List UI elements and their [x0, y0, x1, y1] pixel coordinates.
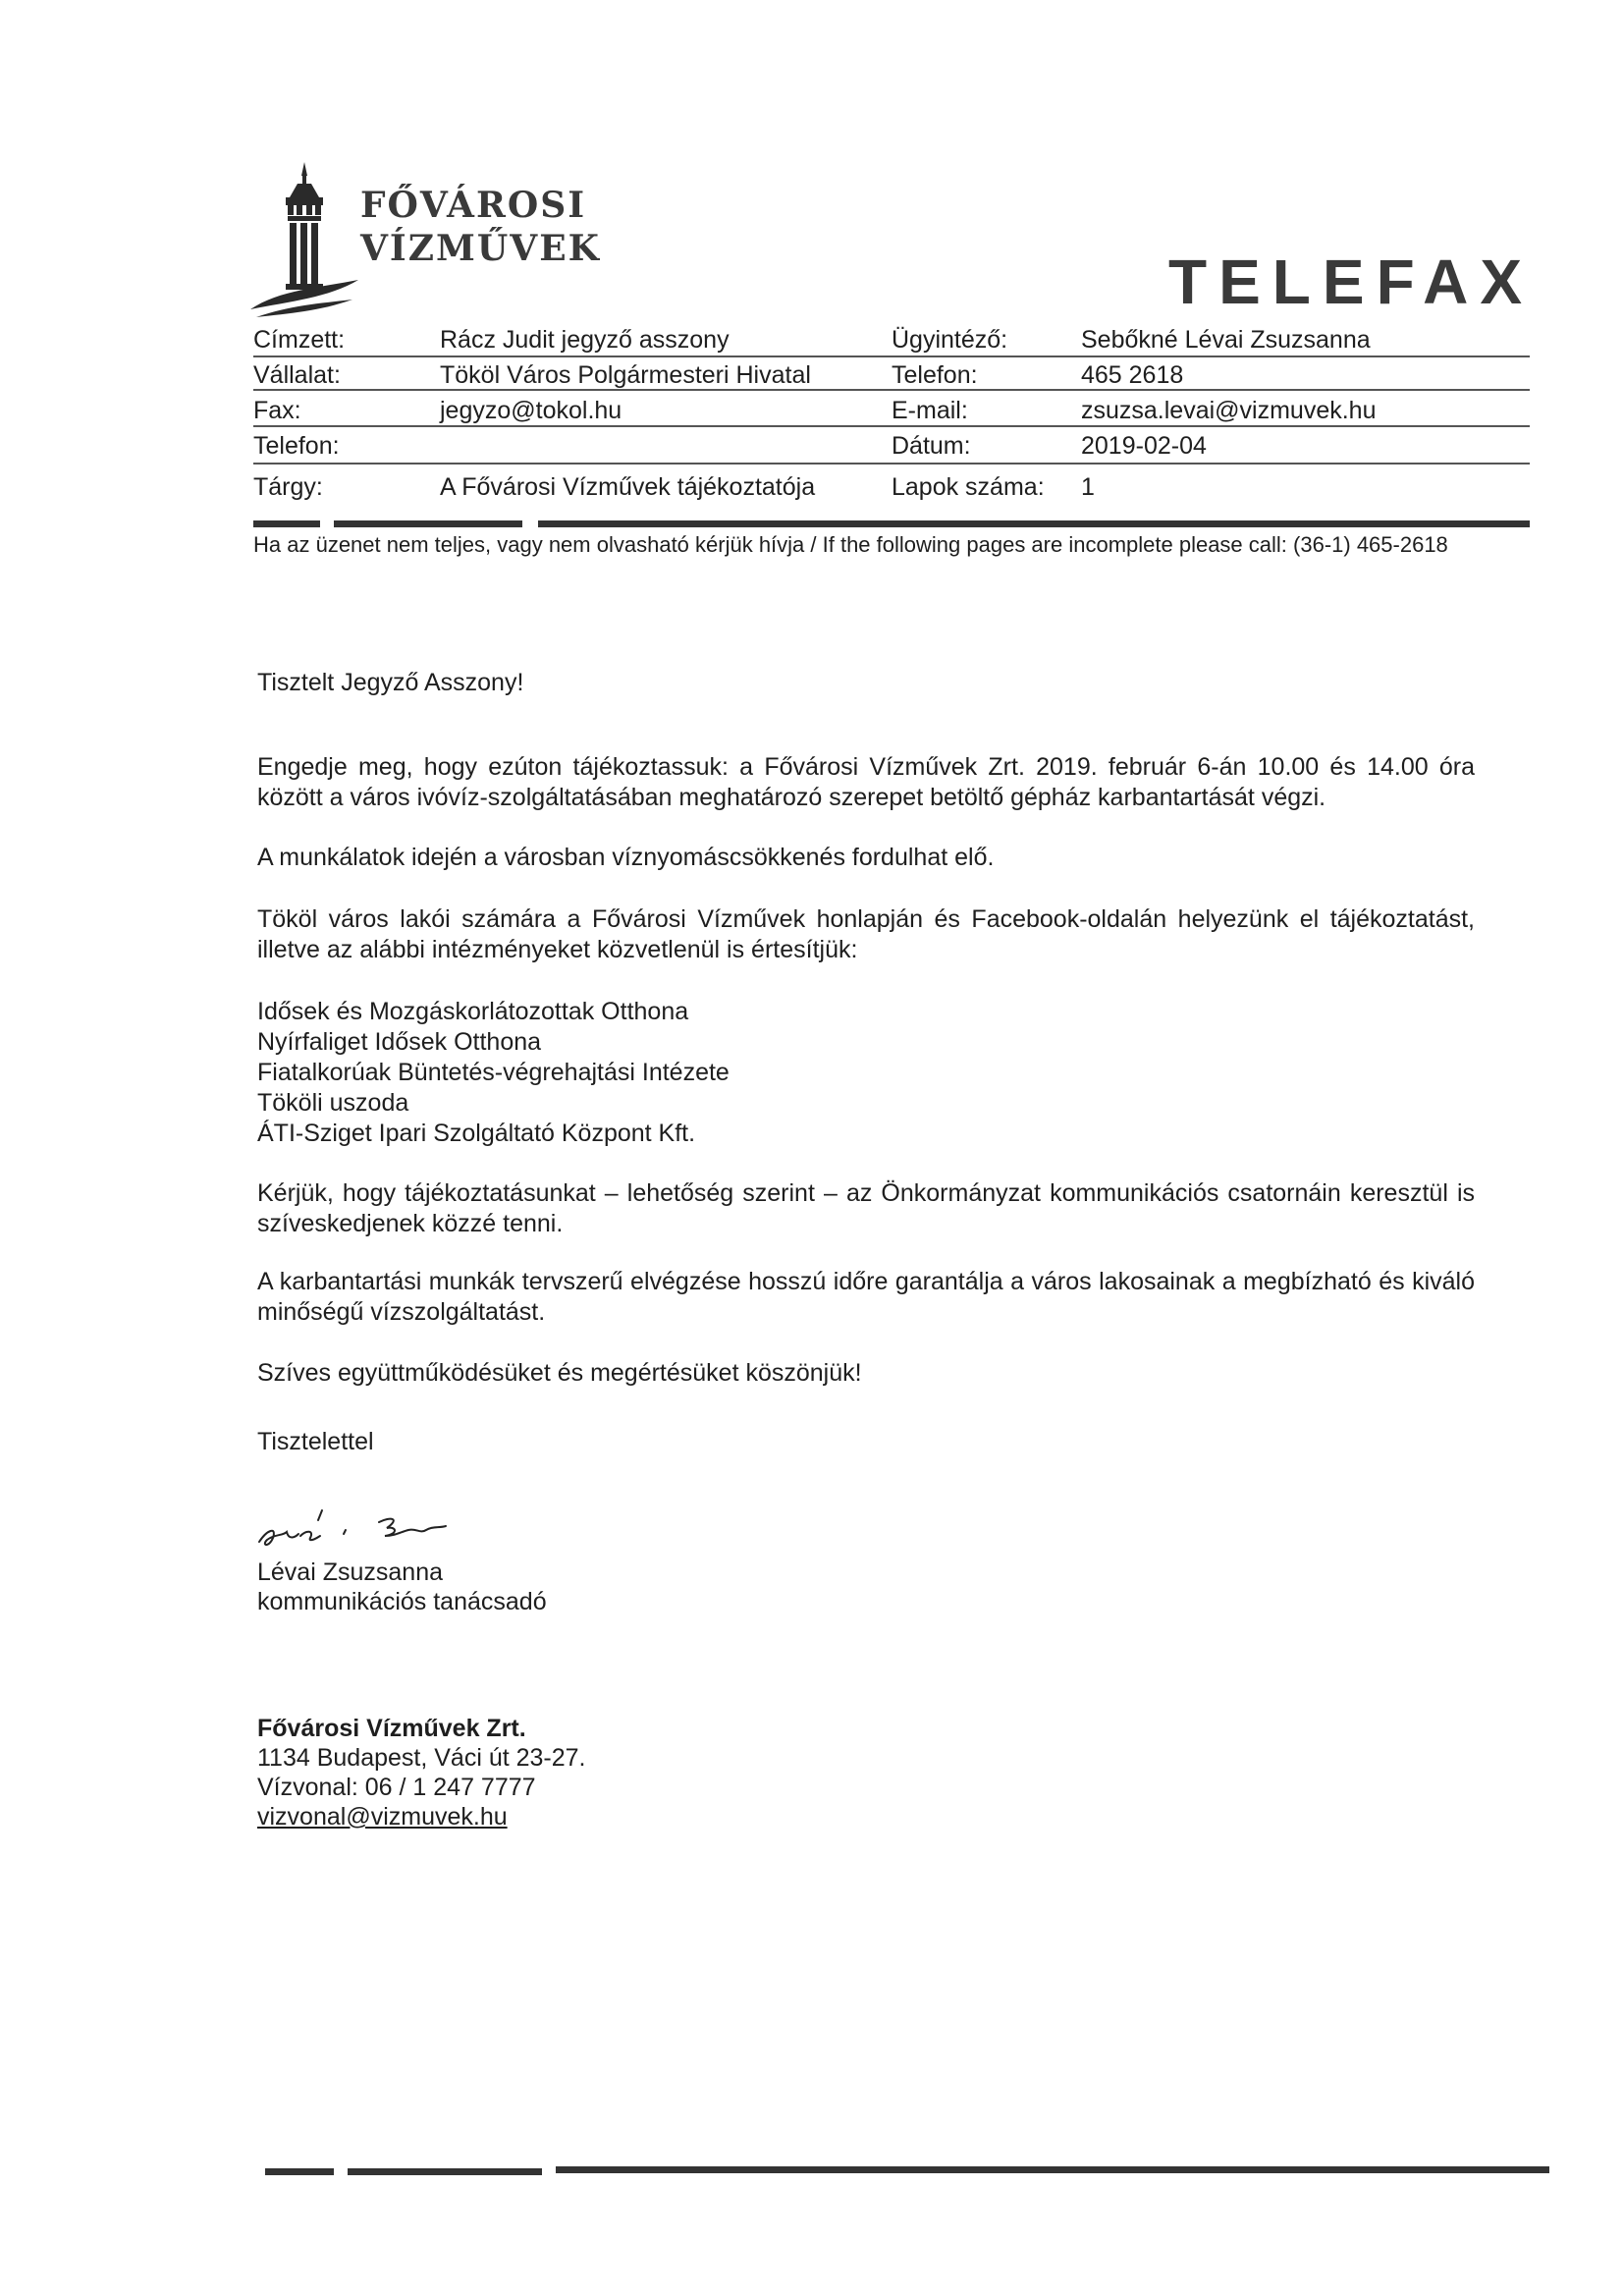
logo-line-1: FŐVÁROSI — [360, 185, 587, 226]
sender-phone-label: Telefon: — [892, 361, 978, 389]
list-item: ÁTI-Sziget Ipari Szolgáltató Központ Kft. — [257, 1120, 696, 1147]
separator-bar — [334, 520, 522, 527]
water-tower-icon — [250, 162, 358, 319]
company-value: Tököl Város Polgármesteri Hivatal — [440, 361, 811, 389]
company-address: 1134 Budapest, Váci út 23-27. — [257, 1744, 586, 1772]
company-label: Vállalat: — [253, 361, 341, 389]
paragraph-4: Kérjük, hogy tájékoztatásunkat – lehetőség szerint – az Önkormányzat kommunikációs csatornáin keresztül is szíveskedjenek közzé tenni. — [257, 1179, 1475, 1237]
signatory-name: Lévai Zsuzsanna — [257, 1558, 444, 1586]
fax-value: jegyzo@tokol.hu — [440, 397, 622, 424]
date-value: 2019-02-04 — [1081, 432, 1207, 460]
divider — [253, 463, 1530, 465]
sender-phone-value: 465 2618 — [1081, 361, 1184, 389]
company-name: Fővárosi Vízművek Zrt. — [257, 1715, 526, 1742]
paragraph-2: A munkálatok idején a városban víznyomáscsökkenés fordulhat elő. — [257, 844, 995, 871]
footer-bar — [348, 2168, 542, 2175]
list-item: Fiatalkorúak Büntetés-végrehajtási Intézete — [257, 1059, 730, 1086]
fax-label: Fax: — [253, 397, 301, 424]
signatory-title: kommunikációs tanácsadó — [257, 1588, 547, 1615]
divider — [253, 425, 1530, 427]
company-logo — [250, 162, 604, 324]
divider — [253, 389, 1530, 391]
recipient-label: Címzett: — [253, 326, 346, 354]
footer-bar — [265, 2168, 334, 2175]
recipient-phone-label: Telefon: — [253, 432, 340, 460]
divider — [253, 355, 1530, 357]
paragraph-1: Engedje meg, hogy ezúton tájékoztassuk: a Fővárosi Vízművek Zrt. 2019. február 6-án 10.00 és 14.00 óra között a város ivóvíz-szolgáltatásában meghatározó szerepet betöltő gépház karbantartását végzi. — [257, 753, 1475, 811]
separator-bar — [538, 520, 1530, 527]
institution-list — [257, 997, 1475, 1149]
recipient-value: Rácz Judit jegyző asszony — [440, 326, 730, 354]
page-count-label: Lapok száma: — [892, 473, 1045, 501]
header-row-company — [253, 361, 1530, 399]
list-item: Idősek és Mozgáskorlátozottak Otthona — [257, 998, 689, 1025]
list-item: Tököli uszoda — [257, 1089, 409, 1117]
company-contact-block — [257, 1714, 1475, 1831]
list-item: Nyírfaliget Idősek Otthona — [257, 1028, 542, 1056]
document-type-heading: TELEFAX — [1168, 246, 1535, 317]
page-count-value: 1 — [1081, 473, 1095, 501]
subject-value: A Fővárosi Vízművek tájékoztatója — [440, 473, 816, 501]
header-row-recipient — [253, 326, 1530, 363]
header-row-subject — [253, 473, 1530, 511]
date-label: Dátum: — [892, 432, 971, 460]
email-value: zsuzsa.levai@vizmuvek.hu — [1081, 397, 1377, 424]
subject-label: Tárgy: — [253, 473, 323, 501]
signatory-block — [257, 1558, 1475, 1616]
footer-bar — [556, 2166, 1549, 2173]
paragraph-5: A karbantartási munkák tervszerű elvégzése hosszú időre garantálja a város lakosainak a megbízható és kiváló minőségű vízszolgáltatást. — [257, 1268, 1475, 1326]
logo-line-2: VÍZMŰVEK — [360, 228, 601, 269]
closing: Tisztelettel — [257, 1428, 374, 1455]
case-officer-label: Ügyintéző: — [892, 326, 1008, 354]
water-line-email-link[interactable]: vizvonal@vizmuvek.hu — [257, 1803, 508, 1831]
paragraph-6: Szíves együttműködésüket és megértésüket köszönjük! — [257, 1359, 862, 1387]
salutation: Tisztelt Jegyző Asszony! — [257, 669, 524, 696]
separator-bar — [253, 520, 320, 527]
paragraph-3: Tököl város lakói számára a Fővárosi Vízművek honlapján és Facebook-oldalán helyezünk el tájékoztatást, illetve az alábbi intézményeket közvetlenül is értesítjük: — [257, 905, 1475, 963]
case-officer-value: Sebőkné Lévai Zsuzsanna — [1081, 326, 1371, 354]
water-line-phone: Vízvonal: 06 / 1 247 7777 — [257, 1774, 536, 1801]
incomplete-pages-notice: Ha az üzenet nem teljes, vagy nem olvasható kérjük hívja / If the following pages are incomplete please call: (36-1) 465-2618 — [253, 532, 1448, 557]
email-label: E-mail: — [892, 397, 968, 424]
handwritten-signature — [253, 1501, 509, 1564]
header-row-fax — [253, 397, 1530, 434]
